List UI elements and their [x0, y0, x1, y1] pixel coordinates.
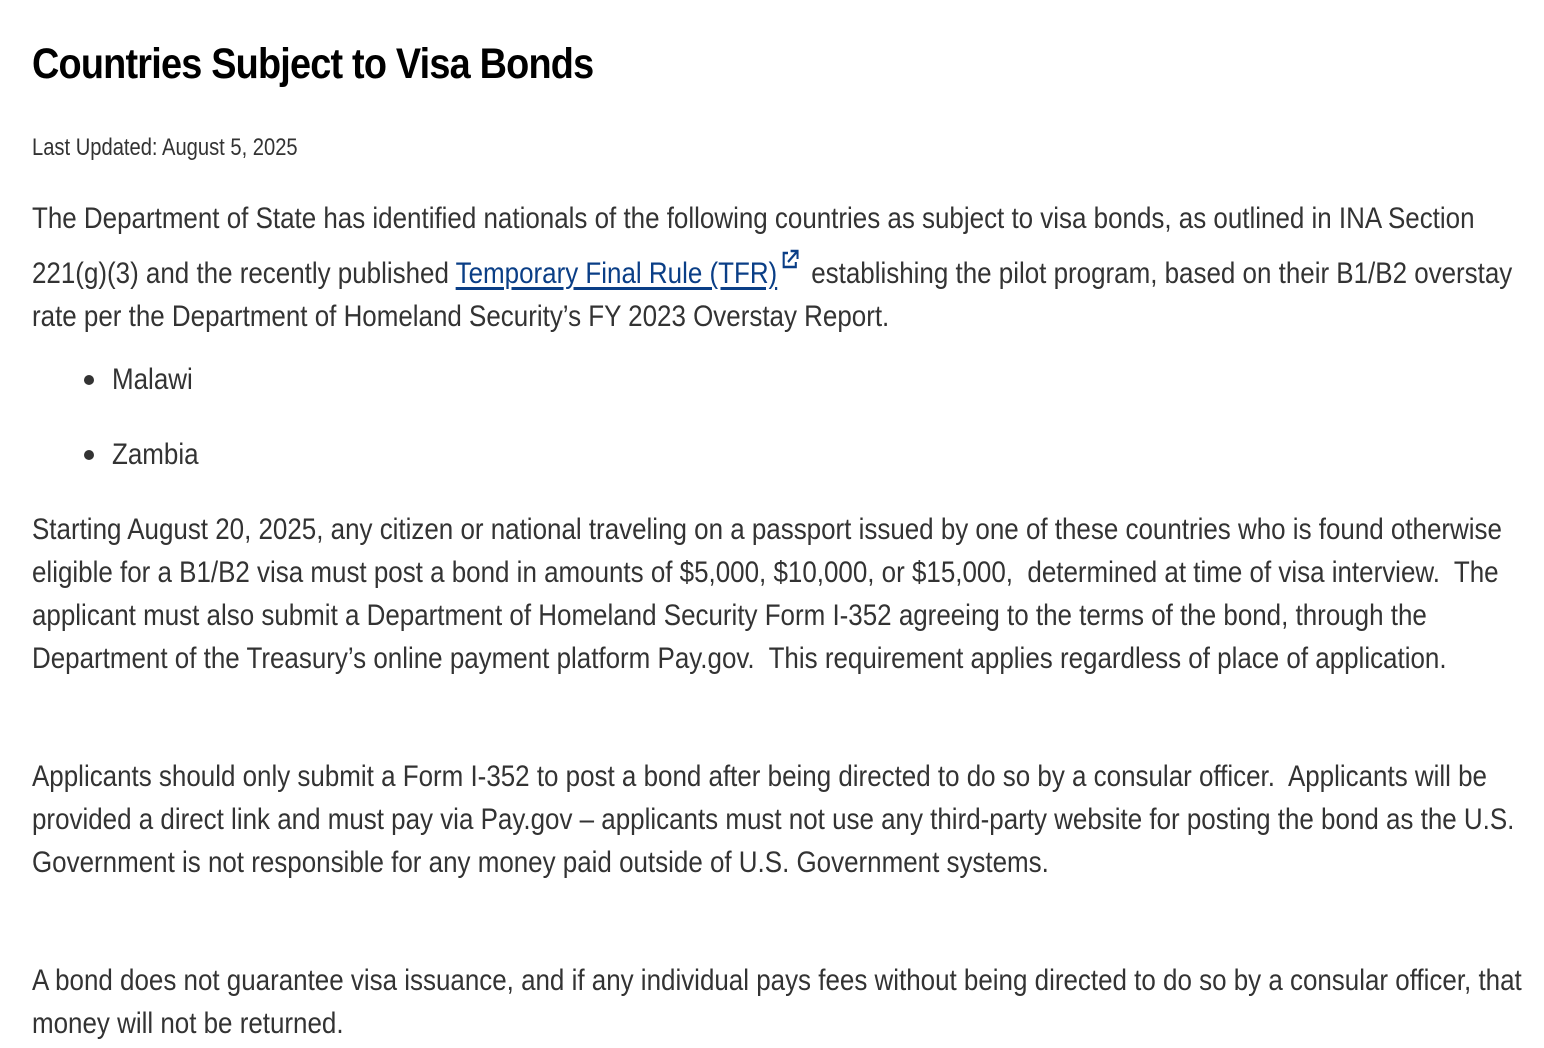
intro-paragraph [32, 197, 1528, 338]
bullet-icon [84, 375, 94, 385]
bullet-icon [84, 450, 94, 460]
guarantee-paragraph: A bond does not guarantee visa issuance, and if any individual pays fees without being directed to do so by a consular officer, that money will not be returned. [32, 964, 1522, 1040]
external-link-icon[interactable] [780, 240, 799, 262]
intro-text-before-link: The Department of State has identified nationals of the following countries as subject to visa bonds, as outlined in INA Section 221(g)(3) and the recently published [32, 202, 1475, 290]
page-title: Countries Subject to Visa Bonds [32, 40, 594, 88]
temporary-final-rule-link[interactable]: Temporary Final Rule (TFR) [455, 257, 778, 290]
applicants-paragraph: Applicants should only submit a Form I-352 to post a bond after being directed to do so by a consular officer. Applicants will be provided a direct link and must pay via Pay.gov – applicants must not use any third-party website for posting the bond as the U.S. Government is not responsible for any money paid outside of U.S. Government systems. [32, 760, 1515, 879]
country-name: Malawi [112, 363, 193, 396]
country-name: Zambia [112, 438, 199, 471]
last-updated: Last Updated: August 5, 2025 [32, 134, 298, 161]
intro-text-after-link: establishing the pilot program, based on their B1/B2 overstay rate per the Department of Homeland Security’s FY 2023 Overstay Report. [32, 257, 1513, 333]
bond-requirement-paragraph: Starting August 20, 2025, any citizen or national traveling on a passport issued by one of these countries who is found otherwise eligible for a B1/B2 visa must post a bond in amounts of $5,000, $10,000, or $15,000, determined at time of visa interview. The applicant must also submit a Department of Homeland Security Form I-352 agreeing to the terms of the bond, through the Department of the Treasury’s online payment platform Pay.gov. This requirement applies regardless of place of application. [32, 513, 1502, 675]
